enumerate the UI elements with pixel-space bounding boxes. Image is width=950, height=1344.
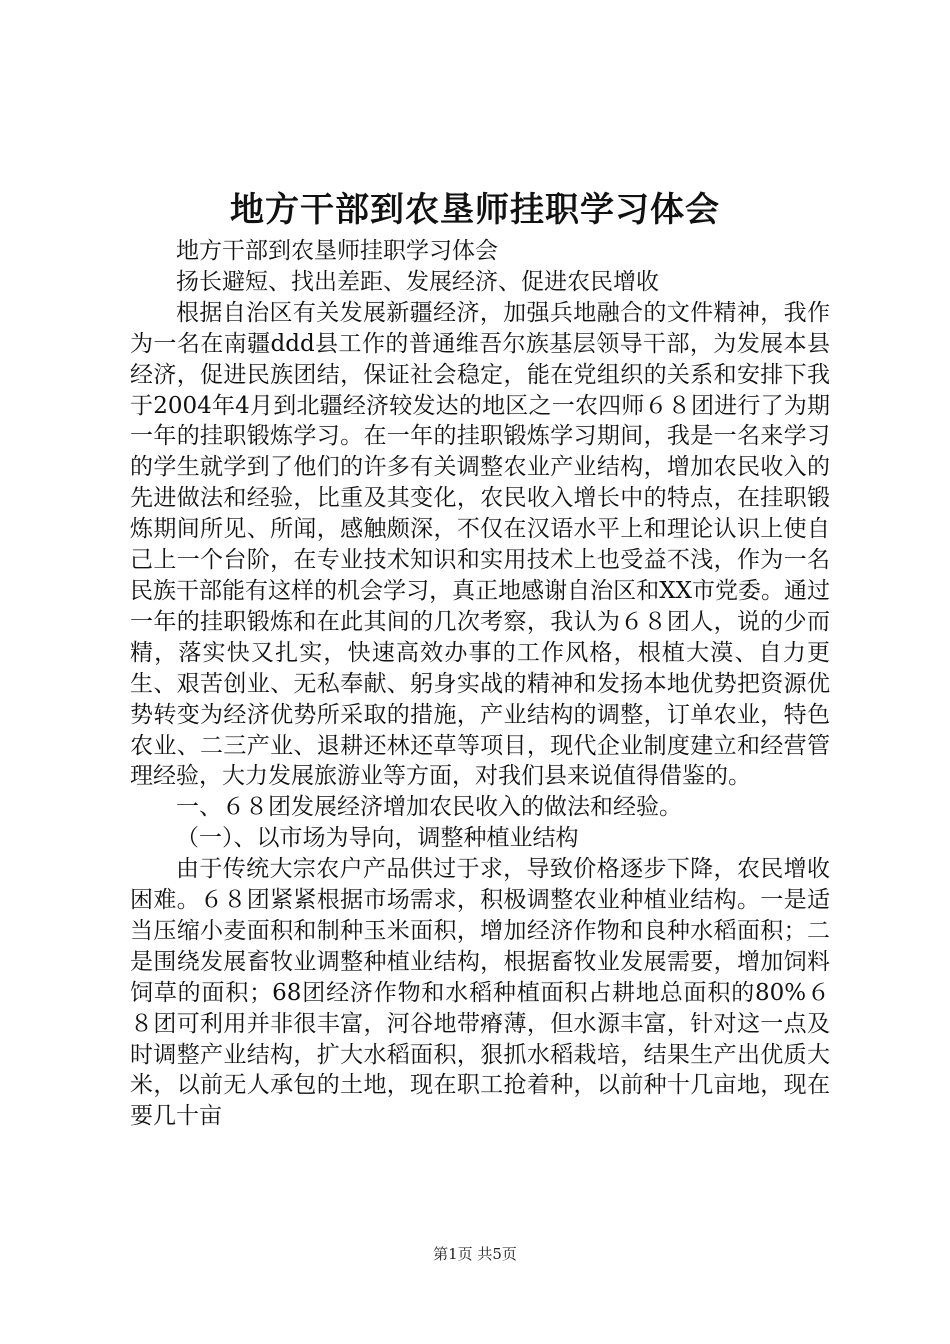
paragraph-theme: 扬长避短、找出差距、发展经济、促进农民增收 bbox=[176, 268, 659, 295]
section-heading: 一、６８团发展经济增加农民收入的做法和经验。 bbox=[176, 794, 682, 821]
page-title: 地方干部到农垦师挂职学习体会 bbox=[230, 190, 720, 230]
paragraph-body: 由于传统大宗农户产品供过于求，导致价格逐步下降，农民增收困难。６８团紧紧根据市场需求，积极调整农业种植业结构。一是适当压缩小麦面积和制种玉米面积，增加经济作物和良种水稻面积；二是围绕发展畜牧业调整种植业结构，根据畜牧业发展需要，增加饲料饲草的面积；68团经济作物和水稻种植面积占耕地总面积的80%６８团可利用并非很丰富，河谷地带瘠薄，但水源丰富，针对这一点及时调整产业结构，扩大水稻面积，狠抓水稻栽培，结果生产出优质大米，以前无人承包的土地，现在职工抢着种，以前种十几亩地，现在要几十亩 bbox=[130, 856, 830, 1130]
subsection-heading: （一）、以市场为导向，调整种植业结构 bbox=[176, 825, 579, 852]
page-footer: 第1页 共5页 bbox=[433, 1245, 517, 1263]
document-body bbox=[130, 236, 830, 1132]
paragraph-subtitle: 地方干部到农垦师挂职学习体会 bbox=[176, 238, 498, 264]
paragraph-intro: 根据自治区有关发展新疆经济，加强兵地融合的文件精神，我作为一名在南疆ddd县工作的普通维吾尔族基层领导干部，为发展本县经济，促进民族团结，保证社会稳定，能在党组织的关系和安排下我于2004年4月到北疆经济较发达的地区之一农四师６８团进行了为期一年的挂职锻炼学习。在一年的挂职锻炼学习期间，我是一名来学习的学生就学到了他们的许多有关调整农业产业结构，增加农民收入的先进做法和经验，比重及其变化，农民收入增长中的特点，在挂职锻炼期间所见、所闻，感触颇深，不仅在汉语水平上和理论认识上使自己上一个台阶，在专业技术知识和实用技术上也受益不浅，作为一名民族干部能有这样的机会学习，真正地感谢自治区和XX市党委。通过一年的挂职锻炼和在此其间的几次考察，我认为６８团人，说的少而精，落实快又扎实，快速高效办事的工作风格，根植大漠、自力更生、艰苦创业、无私奉献、躬身实战的精神和发扬本地优势把资源优势转变为经济优势所采取的措施，产业结构的调整，订单农业，特色农业、二三产业、退耕还林还草等项目，现代企业制度建立和经营管理经验，大力发展旅游业等方面，对我们县来说值得借鉴的。 bbox=[130, 299, 830, 790]
